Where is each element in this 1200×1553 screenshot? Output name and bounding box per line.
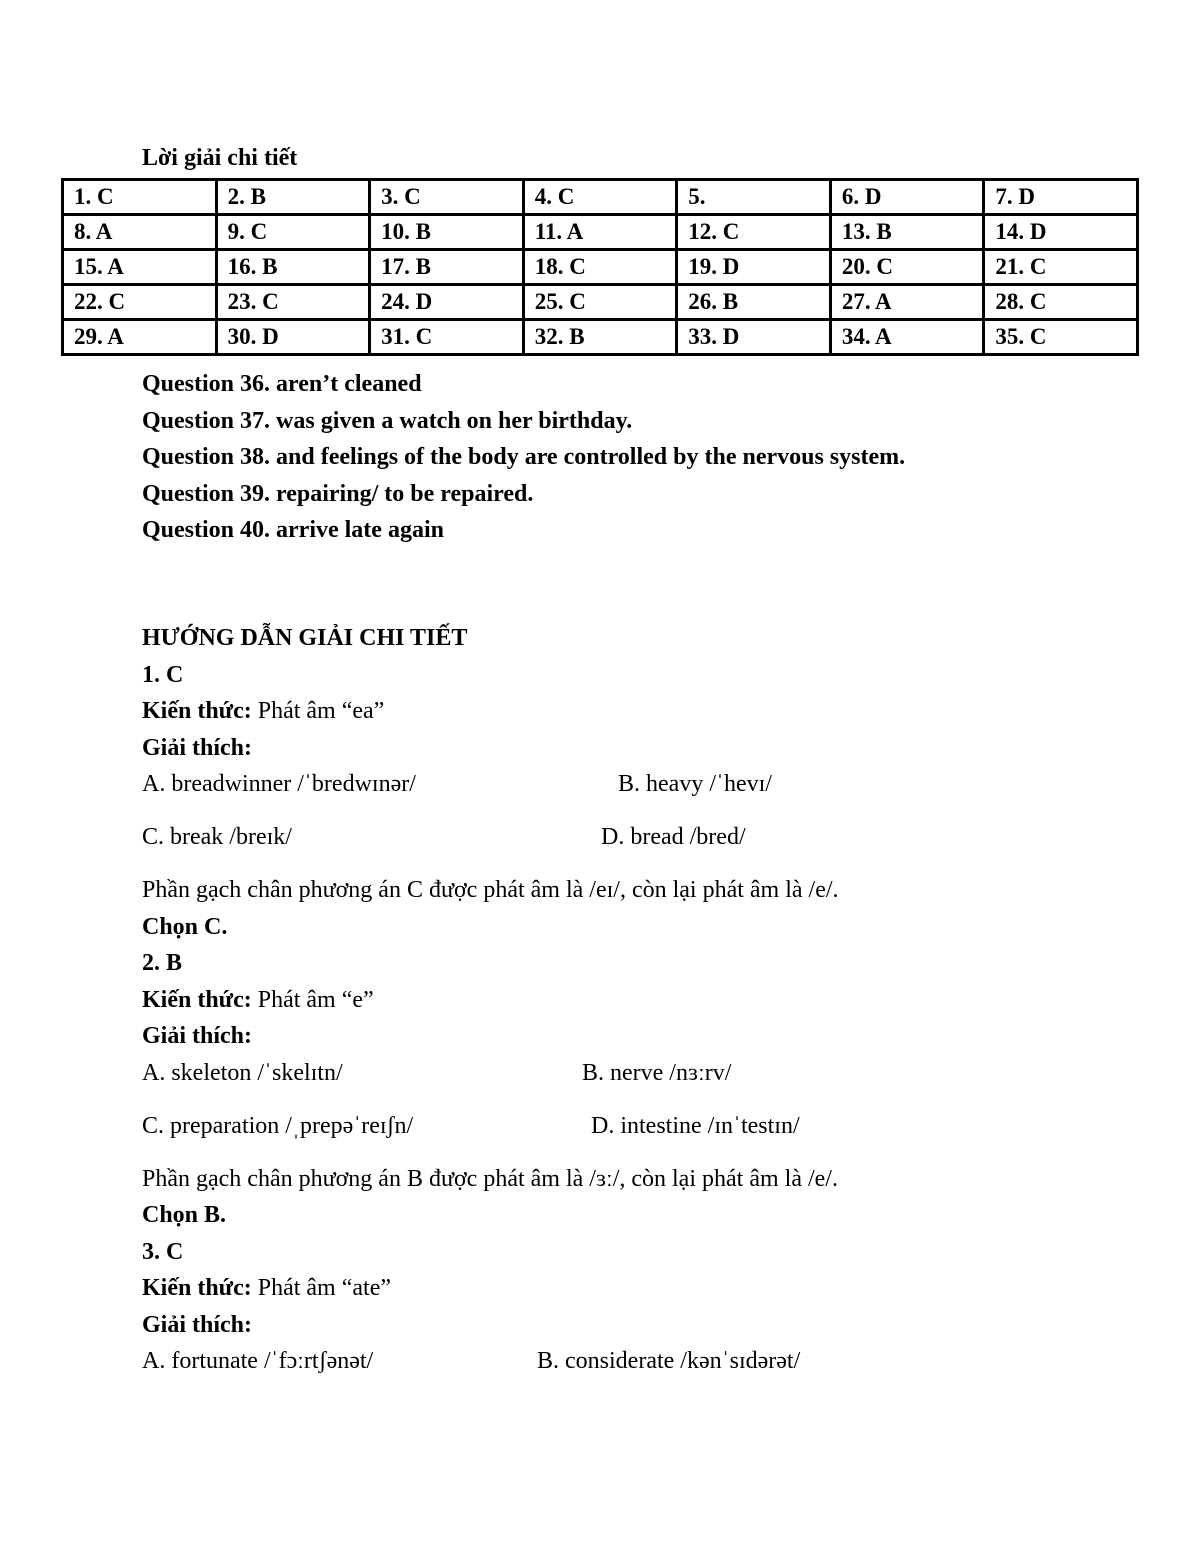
answer-cell: 9. C xyxy=(216,215,370,250)
answer-cell: 30. D xyxy=(216,320,370,355)
options-row xyxy=(142,1343,1142,1379)
answer-grid xyxy=(61,178,1139,356)
answer-cell: 1. C xyxy=(63,180,217,215)
answer-row xyxy=(63,285,1138,320)
written-answer-38: Question 38. and feelings of the body are controlled by the nervous system. xyxy=(142,444,906,470)
answer-cell: 28. C xyxy=(984,285,1138,320)
option-b: B. heavy /ˈhevɪ/ xyxy=(618,771,772,797)
answer-cell: 22. C xyxy=(63,285,217,320)
answer-cell: 23. C xyxy=(216,285,370,320)
option-a: A. fortunate /ˈfɔːrtʃənət/ xyxy=(142,1348,374,1374)
knowledge-text: Phát âm “e” xyxy=(251,986,374,1013)
options-row xyxy=(142,1108,1142,1144)
options-row xyxy=(142,819,1142,855)
item-number: 3. C xyxy=(142,1238,184,1265)
answer-cell: 17. B xyxy=(370,250,524,285)
item-number: 1. C xyxy=(142,661,184,688)
conclusion: Phần gạch chân phương án C được phát âm là /eɪ/, còn lại phát âm là /e/. xyxy=(142,877,839,903)
guide-heading: HƯỚNG DẪN GIẢI CHI TIẾT xyxy=(142,625,468,651)
answer-cell: 29. A xyxy=(63,320,217,355)
detailed-guide xyxy=(142,620,1142,1379)
answer-cell: 7. D xyxy=(984,180,1138,215)
option-b: B. nerve /nɜːrv/ xyxy=(582,1059,732,1086)
answer-cell: 24. D xyxy=(370,285,524,320)
answer-cell: 34. A xyxy=(830,320,984,355)
answer-cell: 6. D xyxy=(830,180,984,215)
answer-cell: 5. xyxy=(677,180,831,215)
knowledge-label: Kiến thức: xyxy=(142,1275,252,1301)
knowledge-text: Phát âm “ate” xyxy=(251,1275,391,1301)
options-row xyxy=(142,1055,1142,1091)
answer-cell: 10. B xyxy=(370,215,524,250)
option-a: A. skeleton /ˈskelɪtn/ xyxy=(142,1059,343,1086)
answer-cell: 2. B xyxy=(216,180,370,215)
written-answer-36: Question 36. aren’t cleaned xyxy=(142,371,422,397)
answer-cell: 33. D xyxy=(677,320,831,355)
answer-cell: 15. A xyxy=(63,250,217,285)
answer-cell: 25. C xyxy=(523,285,677,320)
answer-cell: 18. C xyxy=(523,250,677,285)
answer-cell: 14. D xyxy=(984,215,1138,250)
answer-cell: 20. C xyxy=(830,250,984,285)
item-number: 2. B xyxy=(142,950,183,976)
written-answers xyxy=(142,366,1142,549)
answer-cell: 4. C xyxy=(523,180,677,215)
answer-row xyxy=(63,250,1138,285)
choice: Chọn C. xyxy=(142,913,228,940)
answer-cell: 27. A xyxy=(830,285,984,320)
answer-cell: 13. B xyxy=(830,215,984,250)
knowledge-label: Kiến thức: xyxy=(142,986,252,1013)
option-c: C. break /breɪk/ xyxy=(142,824,292,850)
option-a: A. breadwinner /ˈbredwɪnər/ xyxy=(142,771,416,797)
option-d: D. intestine /ɪnˈtestɪn/ xyxy=(591,1112,800,1139)
answer-cell: 3. C xyxy=(370,180,524,215)
knowledge-label: Kiến thức: xyxy=(142,698,252,724)
written-answer-37: Question 37. was given a watch on her birthday. xyxy=(142,407,633,434)
answer-row xyxy=(63,180,1138,215)
conclusion: Phần gạch chân phương án B được phát âm là /ɜː/, còn lại phát âm là /e/. xyxy=(142,1165,838,1192)
options-row xyxy=(142,766,1142,802)
choice: Chọn B. xyxy=(142,1202,227,1228)
option-d: D. bread /bred/ xyxy=(601,824,746,850)
answer-cell: 35. C xyxy=(984,320,1138,355)
answer-row xyxy=(63,320,1138,355)
option-b: B. considerate /kənˈsɪdərət/ xyxy=(537,1348,801,1374)
answer-cell: 21. C xyxy=(984,250,1138,285)
option-c: C. preparation /ˌprepəˈreɪʃn/ xyxy=(142,1112,414,1139)
answer-cell: 19. D xyxy=(677,250,831,285)
answer-cell: 32. B xyxy=(523,320,677,355)
answer-key-heading: Lời giải chi tiết xyxy=(142,145,298,171)
explain-label: Giải thích: xyxy=(142,734,253,761)
written-answer-39: Question 39. repairing/ to be repaired. xyxy=(142,480,534,507)
written-answer-40: Question 40. arrive late again xyxy=(142,517,444,543)
explain-label: Giải thích: xyxy=(142,1023,253,1049)
knowledge-line xyxy=(142,693,1142,730)
answer-cell: 11. A xyxy=(523,215,677,250)
knowledge-line xyxy=(142,1270,1142,1307)
explain-label: Giải thích: xyxy=(142,1311,253,1338)
answer-cell: 8. A xyxy=(63,215,217,250)
answer-cell: 16. B xyxy=(216,250,370,285)
answer-cell: 31. C xyxy=(370,320,524,355)
knowledge-text: Phát âm “ea” xyxy=(251,698,385,724)
knowledge-line xyxy=(142,982,1142,1019)
answer-cell: 12. C xyxy=(677,215,831,250)
answer-row xyxy=(63,215,1138,250)
answer-cell: 26. B xyxy=(677,285,831,320)
